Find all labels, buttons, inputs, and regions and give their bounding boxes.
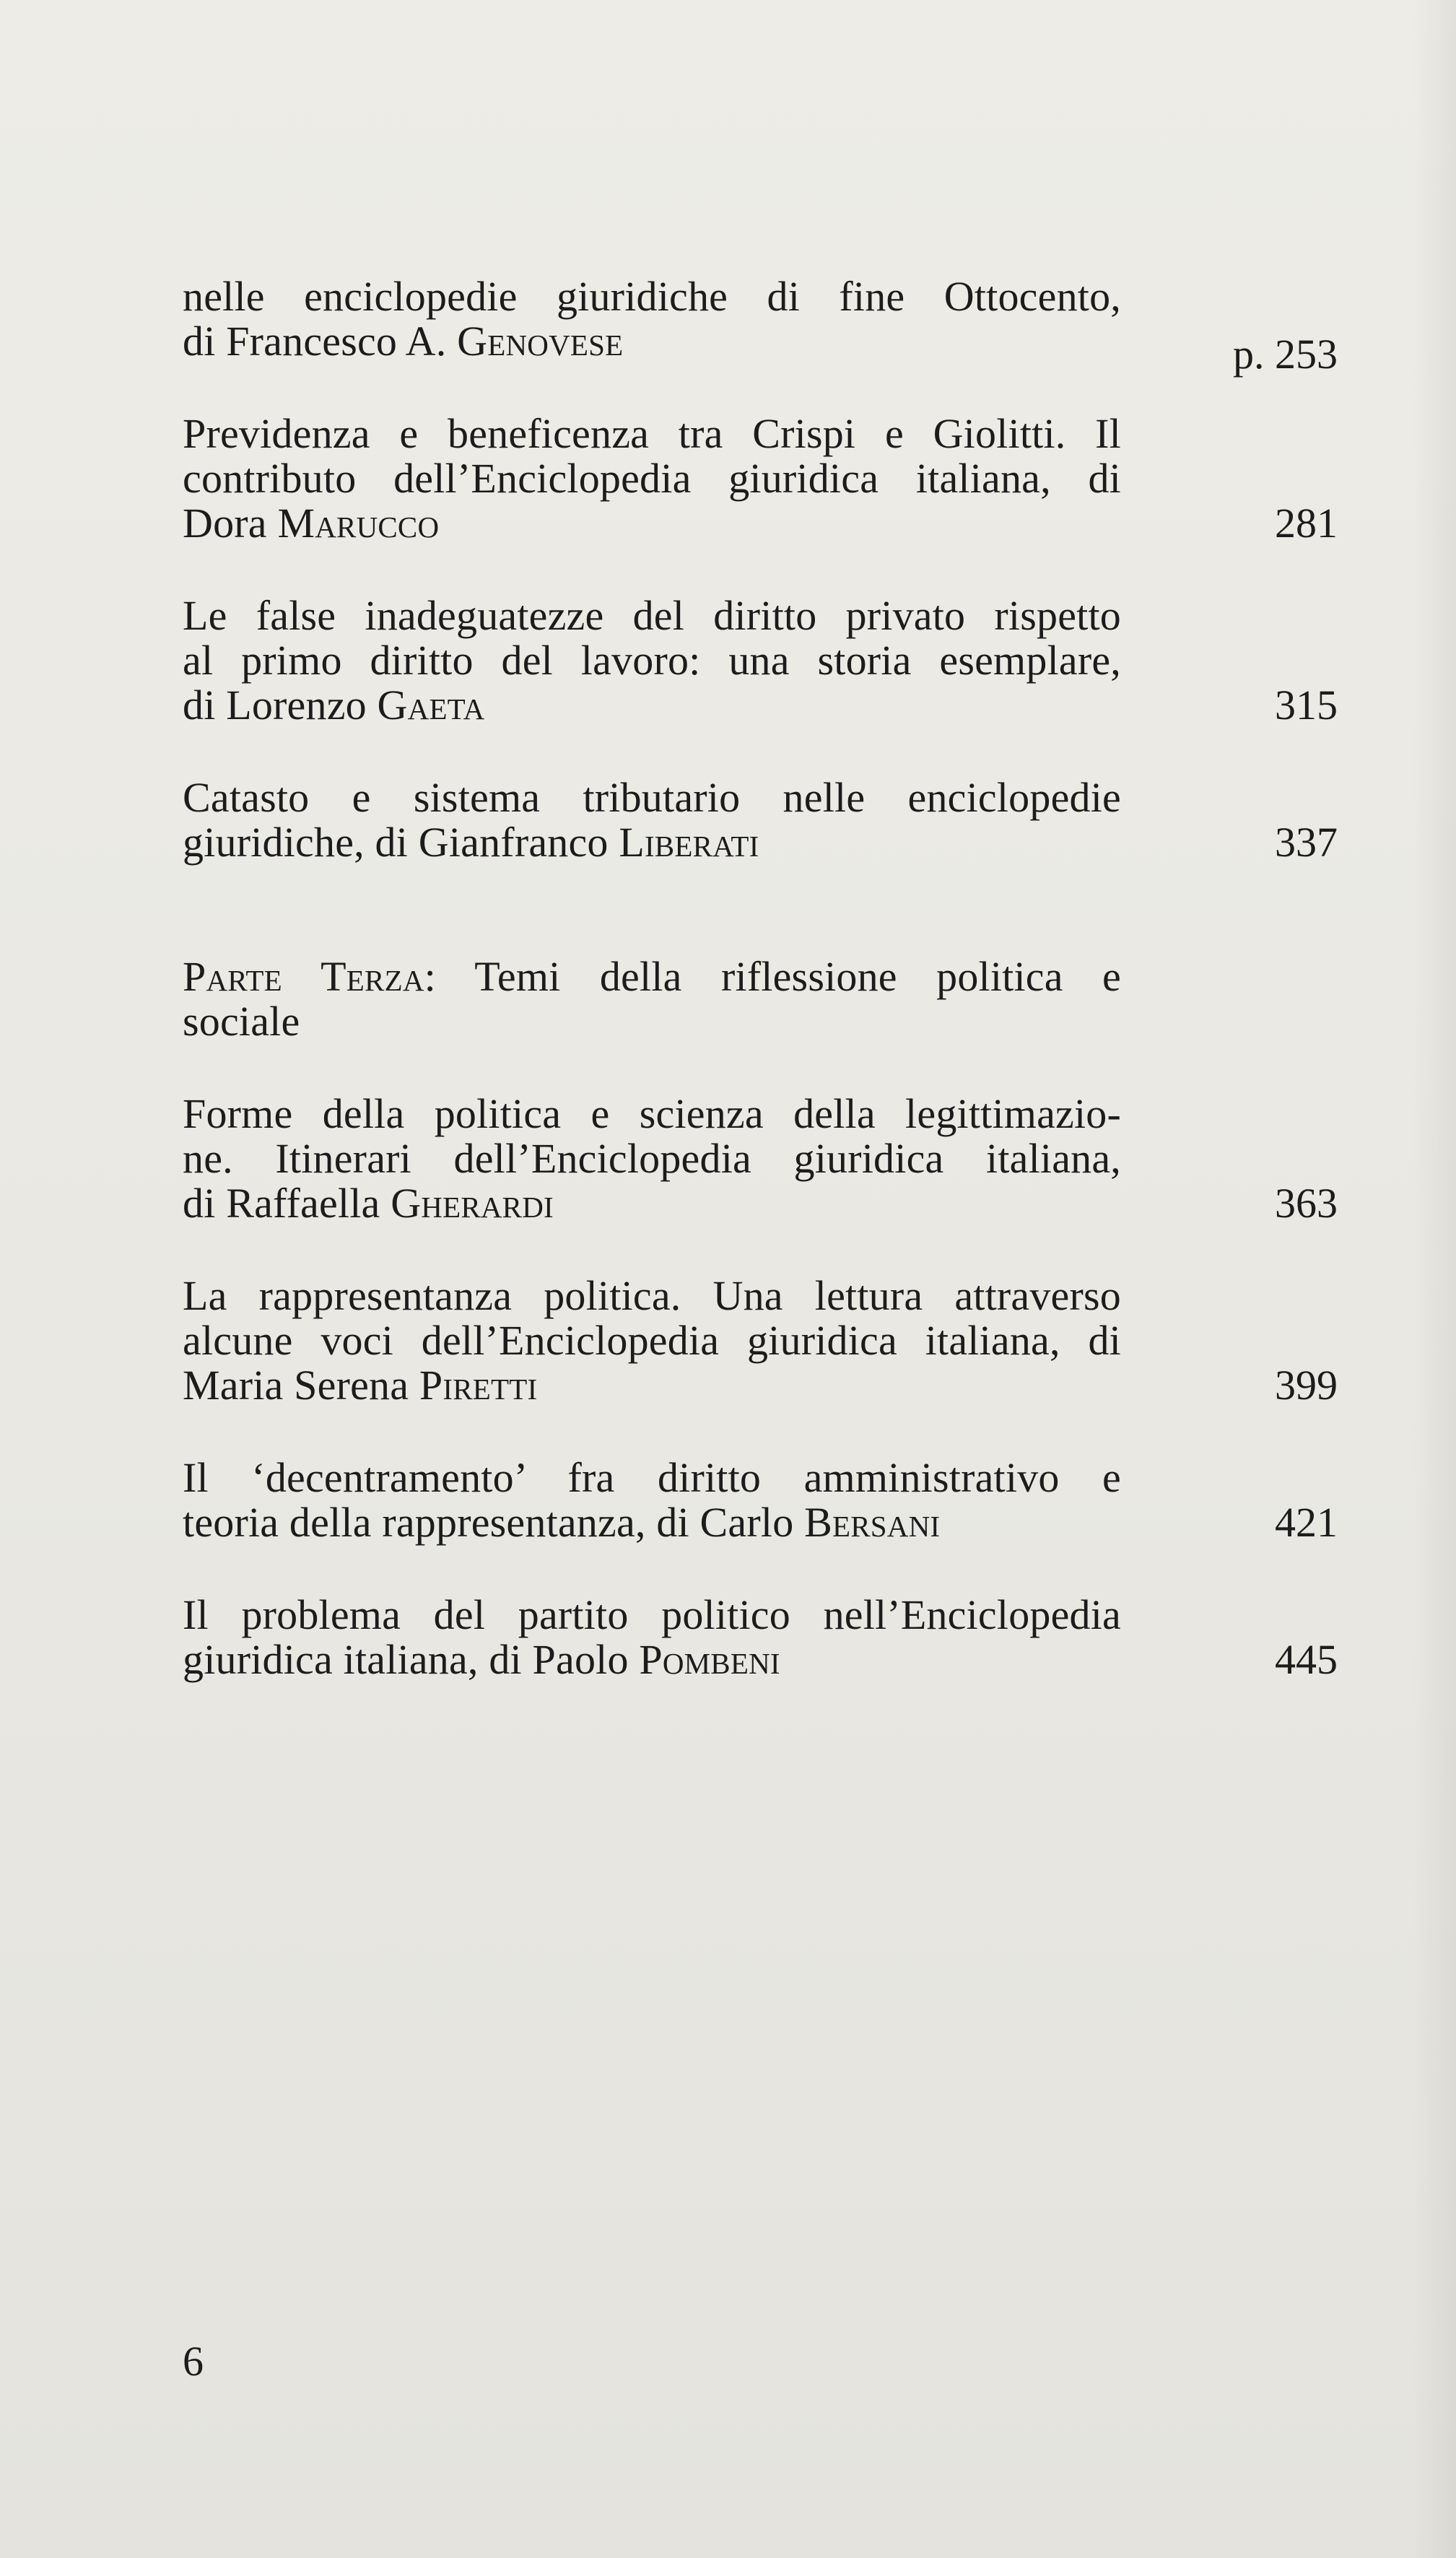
author-surname: Genovese [457,318,624,365]
entry-title-line: contributo dell’Enciclopedia giuridica italiana, di [183,455,1121,502]
page-number: 281 [1275,500,1338,547]
entry-title-line: La rappresentanza politica. Una lettura attraverso [183,1272,1121,1319]
entry-author-line [183,1181,1121,1226]
entry-author-line [183,501,1121,546]
entry-title-line: Previdenza e beneficenza tra Crispi e Giolitti. Il [183,410,1121,457]
toc-entry [183,412,1338,546]
entry-author-line [183,1637,1121,1682]
entry-byline: di Francesco A. [183,318,458,365]
toc-entry [183,1593,1338,1682]
page-number: 315 [1275,682,1338,728]
entry-title-line: nelle enciclopedie giuridiche di fine Ottocento, [183,273,1121,320]
toc-entry [183,1092,1338,1226]
entry-title-line: Il problema del partito politico nell’Enciclopedia [183,1591,1121,1638]
part-heading-line: sociale [183,998,300,1045]
entry-title-line: Il ‘decentramento’ fra diritto amministrativo e [183,1454,1121,1501]
author-surname: Pombeni [639,1636,780,1683]
toc-entry [183,593,1338,728]
entry-author-line [183,820,1121,865]
part-title: : Temi della riflessione politica e [424,953,1121,1000]
author-surname: Gaeta [377,682,485,728]
table-of-contents [183,274,1338,1682]
entry-title-line: ne. Itinerari dell’Enciclopedia giuridica italiana, [183,1135,1121,1182]
page-number: 421 [1275,1499,1338,1546]
part-heading-line [183,954,1121,999]
page-edge-shadow [1413,0,1456,2558]
toc-entry [183,1456,1338,1545]
toc-entry [183,273,1338,378]
author-surname: Liberati [619,819,759,866]
author-surname: Gherardi [391,1180,554,1227]
entry-title-line: alcune voci dell’Enciclopedia giuridica italiana, di [183,1317,1121,1364]
page-number: p. 253 [1233,331,1338,378]
entry-byline: di Raffaella [183,1180,391,1227]
entry-title-line: Forme della politica e scienza della legittimazio- [183,1090,1121,1137]
toc-entry [183,1274,1338,1408]
entry-byline: teoria della rappresentanza, di Carlo [183,1499,805,1546]
entry-title-line: Le false inadeguatezze del diritto privato rispetto [183,592,1121,639]
entry-author-line [183,683,1121,728]
entry-byline: giuridica italiana, di Paolo [183,1636,640,1683]
part-label: Parte Terza [183,953,424,1000]
entry-byline: giuridiche, di Gianfranco [183,819,619,866]
folio-page-number: 6 [183,2338,204,2385]
entry-author-line [183,319,1121,364]
entry-byline: Maria Serena [183,1362,419,1409]
entry-author-line [183,1363,1121,1408]
author-surname: Marucco [277,500,440,547]
entry-title-line: al primo diritto del lavoro: una storia esemplare, [183,637,1121,684]
entry-byline: di Lorenzo [183,682,378,728]
page-number: 445 [1275,1636,1338,1683]
entry-byline: Dora [183,500,278,547]
entry-title-line: Catasto e sistema tributario nelle enciclopedie [183,774,1121,821]
toc-entry [183,775,1338,865]
author-surname: Piretti [419,1362,538,1409]
page-number: 363 [1275,1180,1338,1227]
page-number: 337 [1275,819,1338,866]
entry-author-line [183,1500,1121,1545]
author-surname: Bersani [804,1499,941,1546]
part-heading [183,954,1338,1044]
page-number: 399 [1275,1362,1338,1409]
